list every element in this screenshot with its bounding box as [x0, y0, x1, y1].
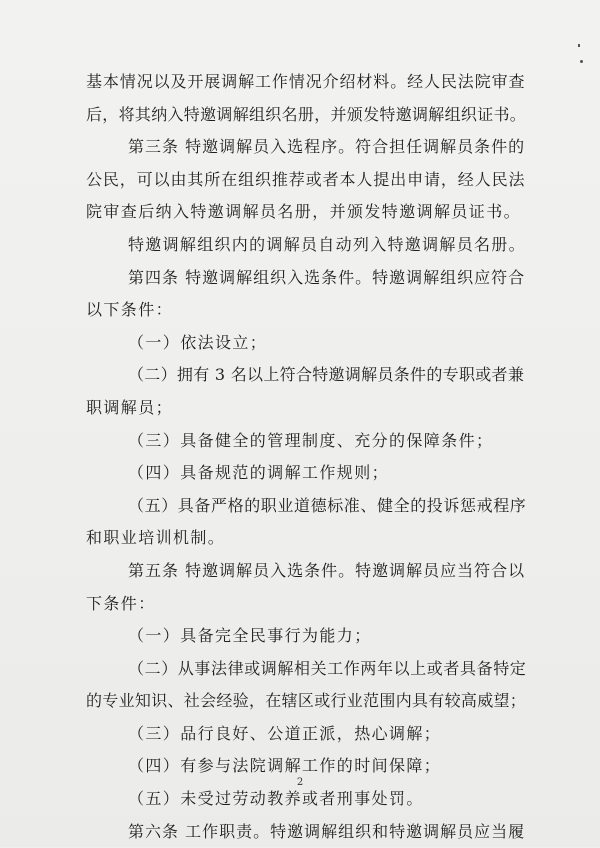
article-6-heading: 第六条 工作职责。特邀调解组织和特邀调解员应当履: [128, 821, 526, 841]
text-line: 以下条件：: [86, 300, 174, 320]
text-line: 后，将其纳入特邀调解组织名册，并颁发特邀调解组织证书。: [86, 104, 527, 124]
text-line: 特邀调解组织内的调解员自动列入特邀调解员名册。: [128, 234, 526, 254]
text-line: 的专业知识、社会经验，在辖区或行业范围内具有较高威望；: [86, 691, 527, 711]
list-item: （五）未受过劳动教养或者刑事处罚。: [128, 789, 424, 809]
text-line: 院审查后纳入特邀调解员名册，并颁发特邀调解员证书。: [86, 202, 522, 222]
article-5-heading: 第五条 特邀调解员入选条件。特邀调解员应当符合以: [128, 560, 526, 580]
scan-speck: [580, 60, 583, 63]
list-item: （四）有参与法院调解工作的时间保障；: [128, 756, 442, 776]
list-item: （三）具备健全的管理制度、充分的保障条件；: [128, 430, 494, 450]
text-line: 基本情况以及开展调解工作情况介绍材料。经人民法院审查: [86, 72, 526, 91]
list-item: （二）拥有 3 名以上符合特邀调解员条件的专职或者兼: [128, 365, 525, 385]
list-item: （三）品行良好、公道正派，热心调解；: [128, 723, 442, 743]
list-item: （一）依法设立；: [128, 332, 268, 352]
article-3-heading: 第三条 特邀调解员入选程序。符合担任调解员条件的: [128, 137, 526, 157]
text-line: 职调解员；: [86, 397, 174, 417]
list-item: （一）具备完全民事行为能力；: [128, 626, 372, 646]
list-item: （五）具备严格的职业道德标准、健全的投诉惩戒程序: [128, 495, 527, 515]
text-line: 和职业培训机制。: [86, 528, 226, 548]
article-4-heading: 第四条 特邀调解组织入选条件。特邀调解组织应符合: [128, 267, 526, 287]
list-item: （四）具备规范的调解工作规则；: [128, 463, 390, 483]
text-line: 公民，可以由其所在组织推荐或者本人提出申请，经人民法: [86, 169, 526, 189]
text-line: 下条件：: [86, 593, 156, 613]
scan-speck: [578, 44, 580, 47]
document-body: [86, 66, 526, 848]
list-item: （二）从事法律或调解相关工作两年以上或者具备特定: [128, 658, 527, 678]
page-number: 2: [296, 777, 304, 788]
